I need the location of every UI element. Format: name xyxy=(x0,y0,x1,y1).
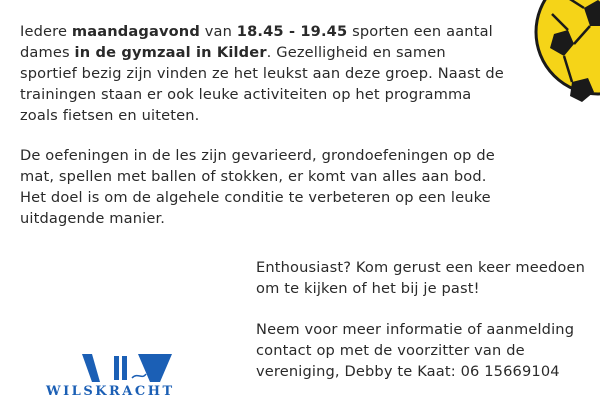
intro-text-1: Iedere xyxy=(20,23,72,40)
intro-day: maandagavond xyxy=(71,23,200,40)
club-logo-text: WILSKRACHT xyxy=(46,384,175,399)
intro-paragraph xyxy=(20,21,506,126)
contact-paragraph: Neem voor meer informatie of aanmelding contact op met de voorzitter van de vereniging, Debby te Kaat: 06 15669104 xyxy=(256,321,575,380)
cta-paragraph: Enthousiast? Kom gerust een keer meedoen om te kijken of het bij je past! xyxy=(256,259,585,297)
intro-time: 18.45 - 19.45 xyxy=(236,23,348,40)
intro-location: in de gymzaal in Kilder xyxy=(74,44,267,61)
intro-text-3: sporten een aantal dames xyxy=(20,23,493,61)
intro-text-2: van xyxy=(199,23,237,40)
exercises-paragraph: De oefeningen in de les zijn gevarieerd, grondoefeningen op de mat, spellen met ballen of stokken, er komt van alles aan bod. Het doel is om de algehele conditie te verbeteren op een leuke uitdagende manier. xyxy=(20,147,495,227)
intro-text-4: . Gezelligheid en samen sportief bezig zijn vinden ze het leukst aan deze groep. Naast de trainingen staan er ook leuke activiteiten op het programma zoals fietsen en uiteten. xyxy=(20,44,504,124)
soccer-ball-icon xyxy=(532,0,600,106)
